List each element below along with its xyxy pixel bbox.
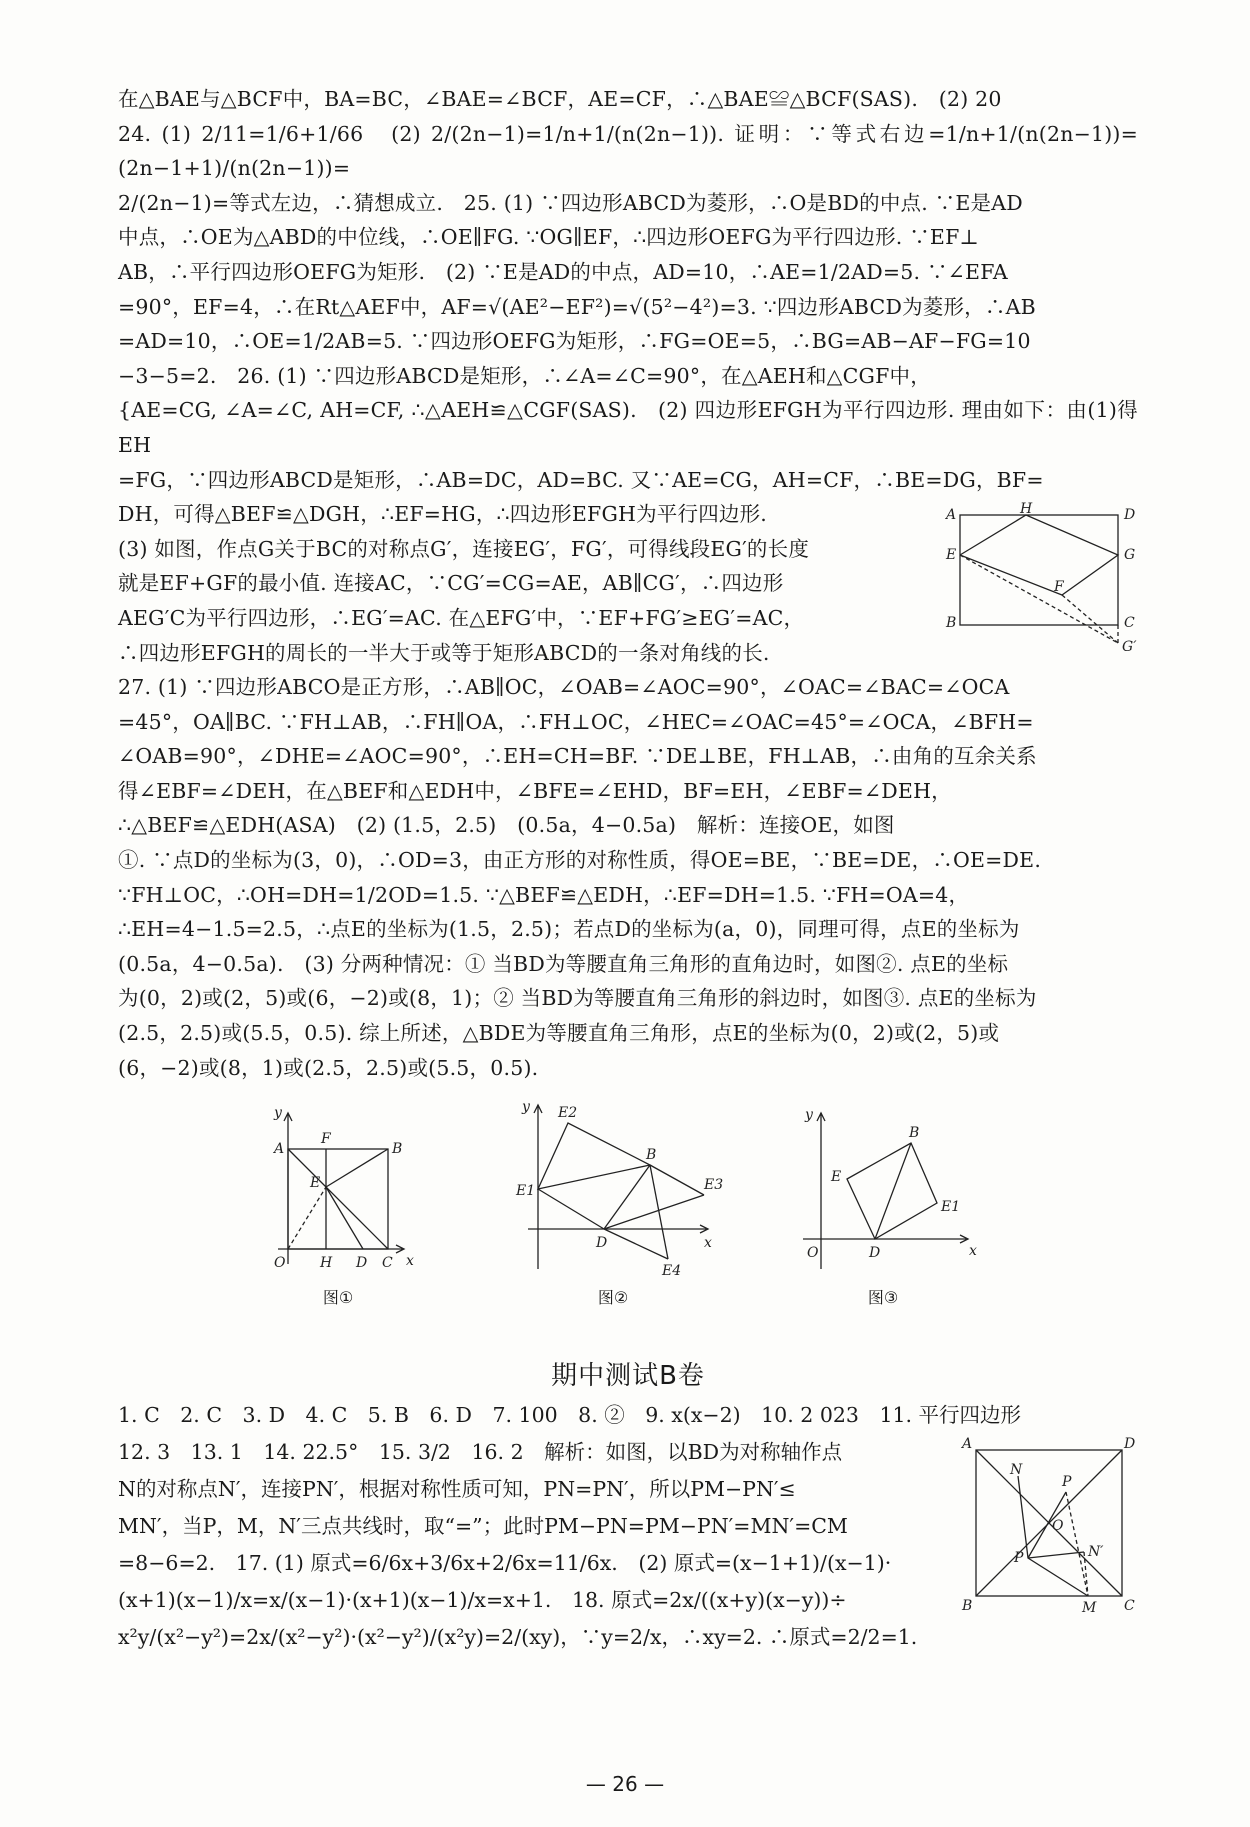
- text-line: =AD=10，∴OE=1/2AB=5. ∵四边形OEFG为矩形，∴FG=OE=5，∴BG=AB−AF−FG=10: [118, 329, 1031, 354]
- label-B: B: [946, 615, 957, 632]
- text-line: 27. (1) ∵四边形ABCO是正方形，∴AB∥OC，∠OAB=∠AOC=90°，∠OAC=∠BAC=∠OCA: [118, 675, 1010, 700]
- label-O: O: [807, 1245, 819, 1262]
- text-line: ∠OAB=90°，∠DHE=∠AOC=90°，∴EH=CH=BF. ∵DE⊥BE，FH⊥AB，∴由角的互余关系: [118, 744, 1037, 769]
- axis-y-label: y: [522, 1099, 530, 1116]
- caption-fig-1: 图①: [322, 1288, 354, 1308]
- text-line: −3−5=2. 26. (1) ∵四边形ABCD是矩形，∴∠A=∠C=90°，在△AEH和△CGF中，: [118, 363, 931, 388]
- label-O: O: [274, 1255, 286, 1272]
- problem-16-18-block: [118, 1434, 1138, 1656]
- label-E1: E1: [941, 1199, 961, 1216]
- label-E3: E3: [704, 1177, 724, 1194]
- text-line: x²y/(x²−y²)=2x/(x²−y²)·(x²−y²)/(x²y)=2/(xy)，∵y=2/x，∴xy=2. ∴原式=2/2=1.: [118, 1625, 918, 1650]
- label-A: A: [962, 1436, 973, 1453]
- text-line: =90°，EF=4，∴在Rt△AEF中，AF=√(AE²−EF²)=√(5²−4²)=3. ∵四边形ABCD为菱形，∴AB: [118, 294, 1036, 319]
- text-line: 24. (1) 2/11=1/6+1/66 (2) 2/(2n−1)=1/n+1/(n(2n−1)). 证明：∵等式右边=1/n+1/(n(2n−1))=(2n−1+1)/(n(2n−1))=: [118, 121, 1138, 181]
- caption-fig-3: 图③: [867, 1288, 899, 1308]
- label-F: F: [321, 1131, 331, 1148]
- label-C: C: [1124, 615, 1135, 632]
- label-D: D: [356, 1255, 368, 1272]
- text-line: ∴四边形EFGH的周长的一半大于或等于矩形ABCD的一条对角线的长.: [118, 640, 770, 665]
- label-E: E: [946, 547, 957, 564]
- label-D: D: [596, 1235, 608, 1252]
- label-D: D: [869, 1245, 881, 1262]
- label-B: B: [909, 1125, 920, 1142]
- label-B: B: [646, 1147, 657, 1164]
- axis-x-label: x: [406, 1253, 414, 1270]
- axis-x-label: x: [969, 1243, 977, 1260]
- label-N-prime: N′: [1088, 1544, 1104, 1561]
- label-B: B: [392, 1141, 403, 1158]
- label-P-lower: P: [1014, 1550, 1024, 1567]
- rectangle-figure-26: [938, 501, 1138, 656]
- label-E: E: [831, 1169, 842, 1186]
- caption-fig-2: 图②: [597, 1288, 629, 1308]
- text-line: =45°，OA∥BC. ∵FH⊥AB，∴FH∥OA，∴FH⊥OC，∠HEC=∠OAC=45°=∠OCA，∠BFH=: [118, 709, 1034, 734]
- text-line: (x+1)(x−1)/x=x/(x−1)·(x+1)(x−1)/x=x+1. 18. 原式=2x/((x+y)(x−y))÷: [118, 1588, 847, 1613]
- label-A: A: [946, 507, 957, 524]
- text-line: =8−6=2. 17. (1) 原式=6/6x+3/6x+2/6x=11/6x. (2) 原式=(x−1+1)/(x−1)·: [118, 1551, 892, 1576]
- label-M: M: [1082, 1600, 1097, 1617]
- text-line: =FG，∵四边形ABCD是矩形，∴AB=DC，AD=BC. 又∵AE=CG，AH=CF，∴BE=DG，BF=: [118, 467, 1044, 492]
- label-E2: E2: [558, 1105, 578, 1122]
- axis-y-label: y: [274, 1105, 282, 1122]
- page-number: — 26 —: [585, 1772, 665, 1796]
- text-line: 为(0，2)或(2，5)或(6，−2)或(8，1)；② 当BD为等腰直角三角形的斜边时，如图③. 点E的坐标为: [118, 986, 1037, 1011]
- label-N: N: [1010, 1462, 1023, 1479]
- label-E1: E1: [516, 1183, 536, 1200]
- label-C: C: [382, 1255, 393, 1272]
- text-line: (6，−2)或(8，1)或(2.5，2.5)或(5.5，0.5).: [118, 1055, 539, 1080]
- text-line: 得∠EBF=∠DEH，在△BEF和△EDH中，∠BFE=∠EHD，BF=EH，∠EBF=∠DEH，: [118, 778, 952, 803]
- text-line: 2/(2n−1)=等式左边，∴猜想成立. 25. (1) ∵四边形ABCD为菱形，∴O是BD的中点. ∵E是AD: [118, 190, 1023, 215]
- label-H: H: [1020, 501, 1033, 518]
- square-figure-16: [958, 1434, 1138, 1617]
- text-line: DH，可得△BEF≌△DGH，∴EF=HG，∴四边形EFGH为平行四边形.: [118, 502, 768, 527]
- text-line: AB，∴平行四边形OEFG为矩形. (2) ∵E是AD的中点，AD=10，∴AE=1/2AD=5. ∵∠EFA: [118, 259, 1008, 284]
- label-E: E: [310, 1175, 321, 1192]
- text-line: 就是EF+GF的最小值. 连接AC，∵CG′=CG=AE，AB∥CG′，∴四边形: [118, 571, 784, 596]
- label-A: A: [274, 1141, 285, 1158]
- label-O: O: [1052, 1518, 1064, 1535]
- label-E4: E4: [662, 1263, 682, 1280]
- axis-y-label: y: [805, 1107, 813, 1124]
- answers-row: 1. C 2. C 3. D 4. C 5. B 6. D 7. 100 8. ② 9. x(x−2) 10. 2 023 11. 平行四边形: [118, 1403, 1022, 1428]
- text-line: (0.5a，4−0.5a). (3) 分两种情况：① 当BD为等腰直角三角形的直角边时，如图②. 点E的坐标: [118, 951, 1009, 976]
- figure-3: [783, 1099, 983, 1308]
- label-G: G: [1124, 547, 1136, 564]
- text-line: 12. 3 13. 1 14. 22.5° 15. 3/2 16. 2 解析：如图，以BD为对称轴作点: [118, 1440, 843, 1465]
- answer-page: [118, 82, 1138, 1656]
- section-title: 期中测试B卷: [551, 1361, 705, 1392]
- text-line: (2.5，2.5)或(5.5，0.5). 综上所述，△BDE为等腰直角三角形，点E的坐标为(0，2)或(2，5)或: [118, 1021, 1000, 1046]
- label-B: B: [962, 1598, 973, 1615]
- text-line: N的对称点N′，连接PN′，根据对称性质可知，PN=PN′，所以PM−PN′≤: [118, 1477, 796, 1502]
- text-line: (3) 如图，作点G关于BC的对称点G′，连接EG′，FG′，可得线段EG′的长度: [118, 536, 810, 561]
- text-line: {AE=CG, ∠A=∠C, AH=CF, ∴△AEH≌△CGF(SAS). (2) 四边形EFGH为平行四边形. 理由如下：由(1)得EH: [118, 398, 1138, 457]
- text-line: ∴△BEF≌△EDH(ASA) (2) (1.5，2.5) (0.5a，4−0.5a) 解析：连接OE，如图: [118, 813, 895, 838]
- label-H: H: [320, 1255, 333, 1272]
- label-C: C: [1124, 1598, 1135, 1615]
- figure-2: [508, 1099, 724, 1308]
- label-G-prime: G′: [1122, 639, 1137, 656]
- text-line: 中点，∴OE为△ABD的中位线，∴OE∥FG. ∵OG∥EF，∴四边形OEFG为平行四边形. ∵EF⊥: [118, 225, 979, 250]
- label-F: F: [1054, 579, 1064, 596]
- text-line: AEG′C为平行四边形，∴EG′=AC. 在△EFG′中，∵EF+FG′≥EG′=AC，: [118, 605, 805, 630]
- figure-1: [258, 1099, 418, 1308]
- figure-row-27: [118, 1099, 1138, 1349]
- label-D: D: [1124, 507, 1136, 524]
- text-line: 在△BAE与△BCF中，BA=BC，∠BAE=∠BCF，AE=CF，∴△BAE≌△BCF(SAS). (2) 20: [118, 87, 1002, 111]
- label-D: D: [1124, 1436, 1136, 1453]
- solutions-text: [118, 82, 1138, 1085]
- text-line: ∵FH⊥OC，∴OH=DH=1/2OD=1.5. ∵△BEF≌△EDH，∴EF=DH=1.5. ∵FH=OA=4，: [118, 882, 970, 907]
- problem-26-block: [118, 497, 1138, 670]
- label-P: P: [1062, 1474, 1072, 1491]
- axis-x-label: x: [704, 1235, 712, 1252]
- text-line: ∴EH=4−1.5=2.5，∴点E的坐标为(1.5，2.5)；若点D的坐标为(a，0)，同理可得，点E的坐标为: [118, 917, 1020, 942]
- text-line: MN′，当P，M，N′三点共线时，取“=”；此时PM−PN=PM−PN′=MN′=CM: [118, 1514, 848, 1539]
- text-line: ①. ∵点D的坐标为(3，0)，∴OD=3，由正方形的对称性质，得OE=BE，∵BE=DE，∴OE=DE.: [118, 848, 1042, 873]
